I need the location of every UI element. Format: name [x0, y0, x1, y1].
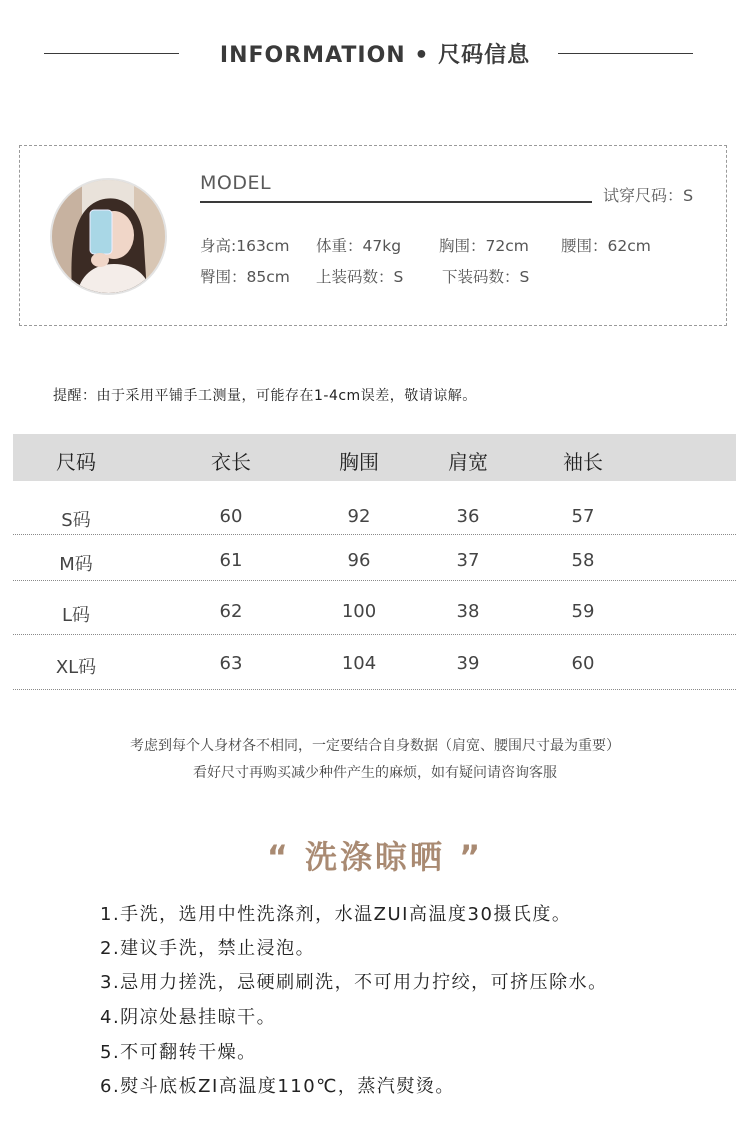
table-cell: 60	[219, 506, 243, 527]
table-cell: 58	[571, 550, 595, 571]
care-section-title: “ 洗涤晾晒 ”	[266, 838, 484, 876]
table-cell: XL码	[55, 657, 97, 678]
table-cell: 38	[456, 601, 480, 622]
col-header-sleeve: 袖长	[563, 450, 603, 474]
model-heading: MODEL	[200, 172, 272, 194]
table-cell: M码	[59, 554, 93, 575]
care-item: 1.手洗，选用中性洗涤剂，水温ZUI高温度30摄氏度。	[100, 904, 572, 925]
stat-waist: 腰围：62cm	[561, 237, 651, 255]
row-divider	[13, 534, 736, 535]
table-cell: 61	[219, 550, 243, 571]
measurement-note: 提醒：由于采用平铺手工测量，可能存在1-4cm误差，敬请谅解。	[53, 388, 477, 404]
row-divider	[13, 634, 736, 635]
col-header-shoulder: 肩宽	[448, 450, 488, 474]
stat-bottom-size: 下装码数：S	[442, 268, 530, 286]
col-header-size: 尺码	[56, 450, 96, 474]
model-heading-underline	[200, 201, 592, 203]
care-item: 3.忌用力搓洗，忌硬刷刷洗，不可用力拧绞，可挤压除水。	[100, 972, 608, 993]
table-cell: 60	[571, 653, 595, 674]
table-cell: 62	[219, 601, 243, 622]
model-photo	[52, 180, 165, 293]
table-cell: 36	[456, 506, 480, 527]
col-header-chest: 胸围	[339, 450, 379, 474]
table-cell: 92	[347, 506, 371, 527]
row-divider	[13, 689, 736, 690]
model-avatar	[50, 178, 167, 295]
stat-height: 身高:163cm	[200, 237, 290, 255]
table-cell: S码	[61, 510, 91, 531]
stat-bust: 胸围：72cm	[439, 237, 529, 255]
page-title: INFORMATION • 尺码信息	[219, 43, 531, 68]
tryon-size: 试穿尺码：S	[603, 186, 694, 205]
table-cell: 37	[456, 550, 480, 571]
care-item: 5.不可翻转干燥。	[100, 1042, 257, 1063]
table-cell: 39	[456, 653, 480, 674]
table-cell: 63	[219, 653, 243, 674]
row-divider	[13, 580, 736, 581]
table-cell: 96	[347, 550, 371, 571]
table-cell: 59	[571, 601, 595, 622]
table-cell: L码	[61, 605, 91, 626]
table-cell: 104	[341, 653, 377, 674]
stat-weight: 体重：47kg	[316, 237, 402, 255]
fit-advice-line-2: 看好尺寸再购买减少种件产生的麻烦，如有疑问请咨询客服	[193, 765, 557, 781]
care-item: 2.建议手洗，禁止浸泡。	[100, 938, 316, 959]
col-header-length: 衣长	[211, 450, 251, 474]
care-item: 6.熨斗底板ZI高温度110℃，蒸汽熨烫。	[100, 1076, 455, 1097]
table-cell: 57	[571, 506, 595, 527]
table-cell: 100	[341, 601, 377, 622]
stat-top-size: 上装码数：S	[316, 268, 404, 286]
fit-advice-line-1: 考虑到每个人身材各不相同，一定要结合自身数据（肩宽、腰围尺寸最为重要）	[130, 738, 620, 754]
care-item: 4.阴凉处悬挂晾干。	[100, 1007, 277, 1028]
stat-hip: 臀围：85cm	[200, 268, 290, 286]
header-divider-right	[558, 53, 693, 54]
